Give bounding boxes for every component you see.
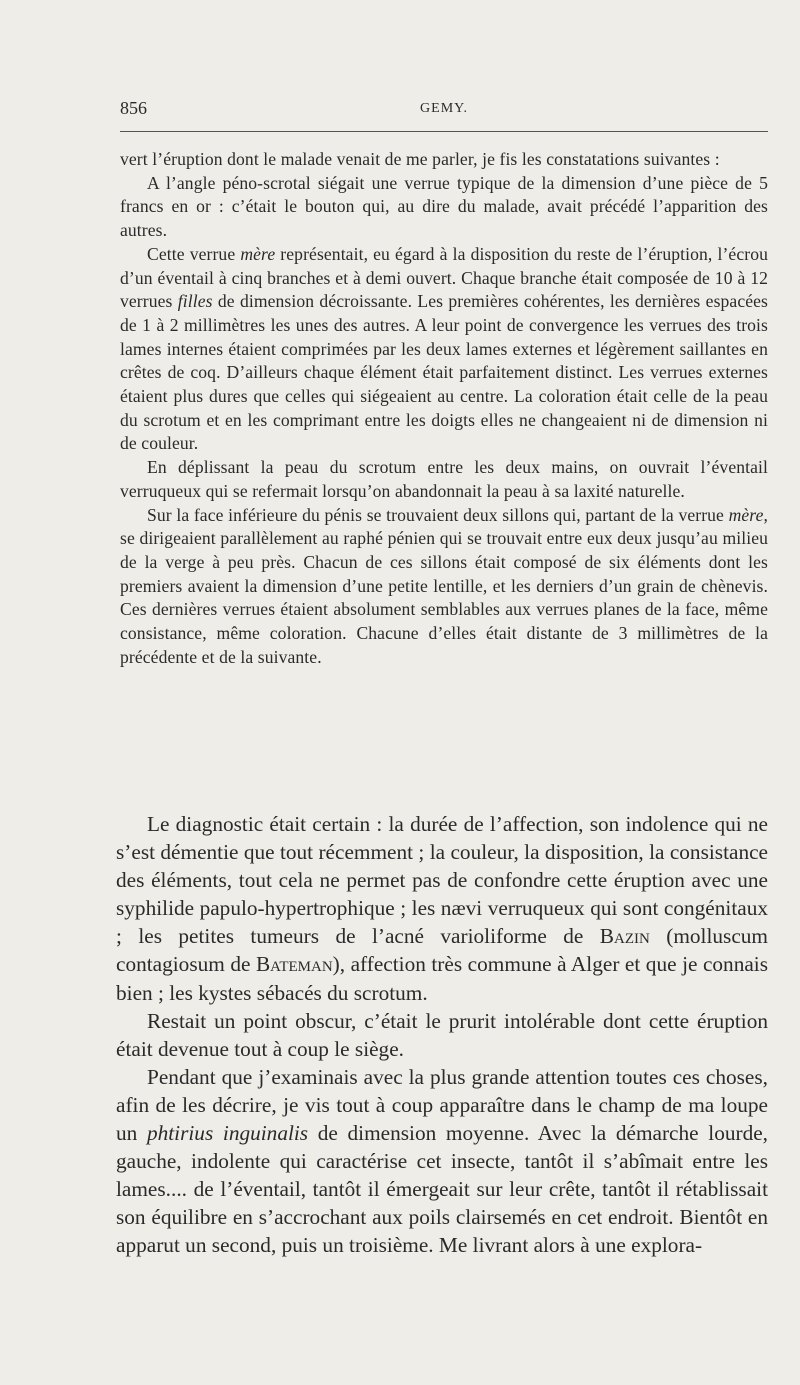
- small-print-section: [120, 148, 768, 669]
- author-name: Bateman: [255, 952, 333, 977]
- paragraph: vert l’éruption dont le malade venait de me parler, je fis les constatations suivantes :: [120, 149, 720, 169]
- page-header: [120, 98, 768, 120]
- italic-term: mère: [240, 243, 276, 264]
- paragraph: Le diagnostic était certain : la durée de l’affection, son indolence qui ne s’est démentie que tout récemment ; la couleur, la disposition, la consistance des éléments, tout cela ne permet pas de confondre cette éruption avec une syphilide papulo-hypertrophique ; les nævi verruqueux qui sont congénitaux ; les petites tumeurs de l’acné varioliforme de Bazin (molluscum contagiosum de Bateman), affection très commune à Alger et que je connais bien ; les kystes sébacés du scrotum.: [116, 812, 768, 1005]
- italic-term: filles: [177, 291, 213, 312]
- paragraph: Cette verrue mère représentait, eu égard à la disposition du reste de l’éruption, l’écrou d’un éventail à cinq branches et à demi ouvert. Chaque branche était composée de 10 à 12 verrues filles de dimension décroissante. Les premières cohérentes, les dernières espacées de 1 à 2 millimètres les unes des autres. A leur point de convergence les verrues des trois lames internes étaient comprimées par les deux lames externes et légèrement saillantes en crêtes de coq. D’ailleurs chaque élément était parfaitement distinct. Les verrues externes étaient plus dures que celles qui siégeaient au centre. La coloration était celle de la peau du scrotum et en les comprimant entre les doigts elles ne changeaient ni de dimension ni de couleur.: [120, 243, 768, 454]
- italic-term: phtirius inguinalis: [146, 1121, 309, 1146]
- paragraph: A l’angle péno-scrotal siégait une verrue typique de la dimension d’une pièce de 5 francs en or : c’était le bouton qui, au dire du malade, avait précédé l’apparition des autres.: [120, 172, 768, 241]
- author-name: Bazin: [599, 924, 650, 949]
- paragraph: Pendant que j’examinais avec la plus grande attention toutes ces choses, afin de les décrire, je vis tout à coup apparaître dans le champ de ma loupe un phtirius inguinalis de dimension moyenne. Avec la démarche lourde, gauche, indolente qui caractérise cet insecte, tantôt il s’abîmait entre les lames.... de l’éventail, tantôt il émergeait sur leur crête, tantôt il rétablissait son équilibre en s’accrochant aux poils clairsemés en cet endroit. Bientôt en apparut un second, puis un troisième. Me livrant alors à une explora-: [116, 1064, 769, 1258]
- paragraph: Sur la face inférieure du pénis se trouvaient deux sillons qui, partant de la verrue mère, se dirigeaient parallèlement au raphé pénien qui se trouvait entre eux deux jusqu’au milieu de la verge à peu près. Chacun de ces sillons était composé de six éléments dont les premiers avaient la dimension d’une petite lentille, et les derniers d’un grain de chènevis. Ces dernières verrues étaient absolument semblables aux verrues planes de la face, même consistance, même coloration. Chacune d’elles était distante de 3 millimètres de la précédente et de la suivante.: [120, 504, 768, 667]
- paragraph: En déplissant la peau du scrotum entre les deux mains, on ouvrait l’éventail verruqueux qui se refermait lorsqu’on abandonnait la peau à sa laxité naturelle.: [120, 457, 768, 501]
- italic-term: mère: [728, 504, 764, 525]
- paragraph: Restait un point obscur, c’était le prurit intolérable dont cette éruption était devenue tout à coup le siège.: [116, 1008, 768, 1061]
- page-number: 856: [120, 98, 147, 118]
- header-rule: [120, 131, 768, 132]
- main-text-section: [116, 810, 768, 1260]
- running-title: GEMY.: [420, 101, 468, 116]
